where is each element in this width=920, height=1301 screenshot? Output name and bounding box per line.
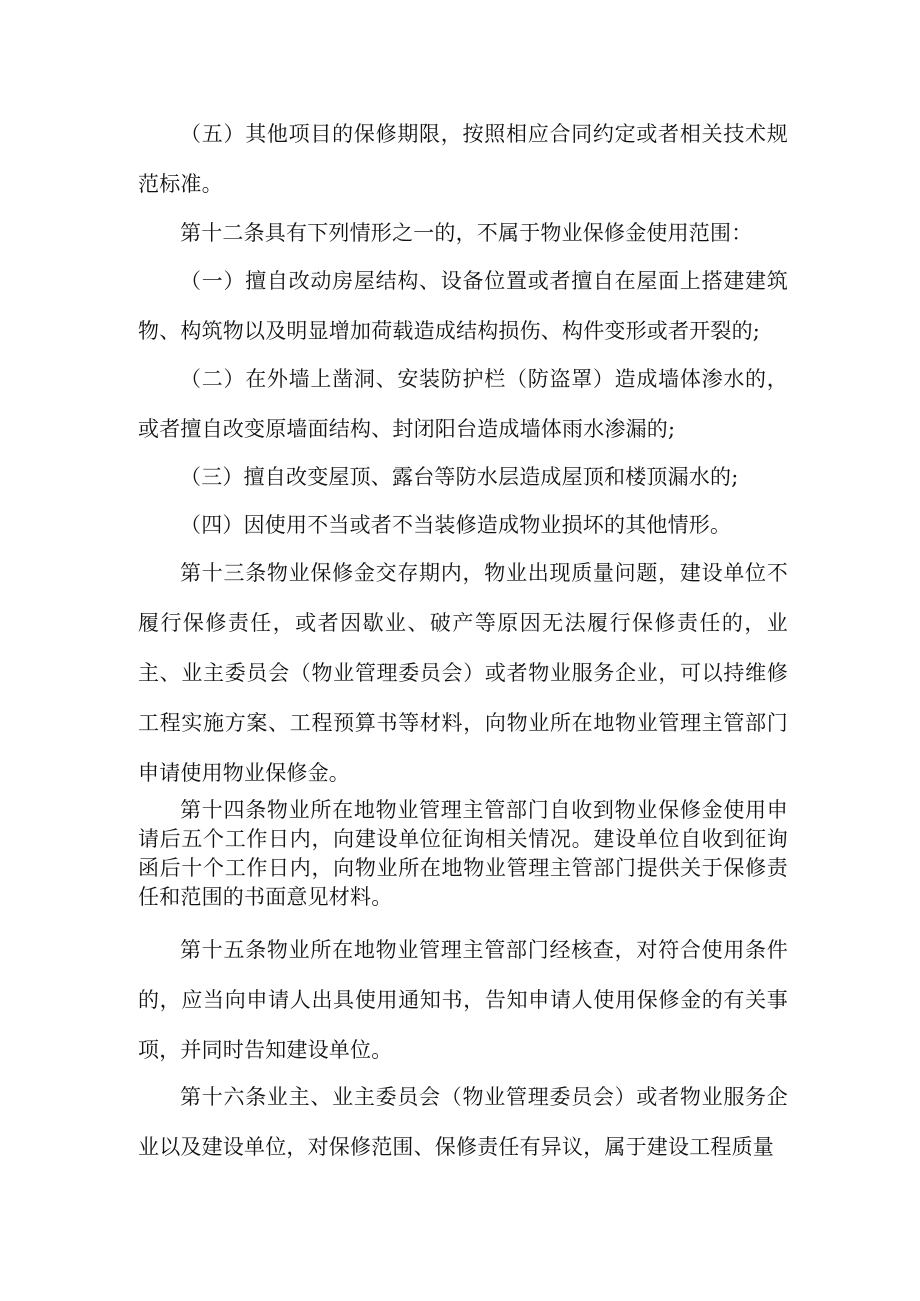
paragraph-article-13: 第十三条物业保修金交存期内，物业出现质量问题，建设单位不履行保修责任，或者因歇业、破产等原因无法履行保修责任的，业主、业主委员会（物业管理委员会）或者物业服务企业，可以持维修工程实施方案、工程预算书等材料，向物业所在地物业管理主管部门申请使用物业保修金。 (138, 561, 788, 785)
paragraph-item-1: （一）擅自改动房屋结构、设备位置或者擅自在屋面上搭建建筑物、构筑物以及明显增加荷载造成结构损伤、构件变形或者开裂的; (138, 269, 788, 343)
paragraph-article-16: 第十六条业主、业主委员会（物业管理委员会）或者物业服务企业以及建设单位，对保修范围、保修责任有异议，属于建设工程质量 (138, 1085, 788, 1159)
paragraph-article-12: 第十二条具有下列情形之一的，不属于物业保修金使用范围： (180, 221, 753, 245)
paragraph-item-5-warranty: （五）其他项目的保修期限，按照相应合同约定或者相关技术规范标准。 (138, 122, 788, 196)
paragraph-item-2: （二）在外墙上凿洞、安装防护栏（防盗罩）造成墙体渗水的，或者擅自改变原墙面结构、封闭阳台造成墙体雨水渗漏的; (138, 367, 788, 441)
paragraph-item-4: （四）因使用不当或者不当装修造成物业损坏的其他情形。 (180, 513, 732, 537)
paragraph-article-15: 第十五条物业所在地物业管理主管部门经核查，对符合使用条件的，应当向申请人出具使用通知书，告知申请人使用保修金的有关事项，并同时告知建设单位。 (138, 938, 788, 1062)
paragraph-article-14: 第十四条物业所在地物业管理主管部门自收到物业保修金使用申请后五个工作日内，向建设单位征询相关情况。建设单位自收到征询函后十个工作日内，向物业所在地物业管理主管部门提供关于保修责任和范围的书面意见材料。 (138, 798, 788, 909)
paragraph-item-3: （三）擅自改变屋顶、露台等防水层造成屋顶和楼顶漏水的; (180, 465, 739, 489)
